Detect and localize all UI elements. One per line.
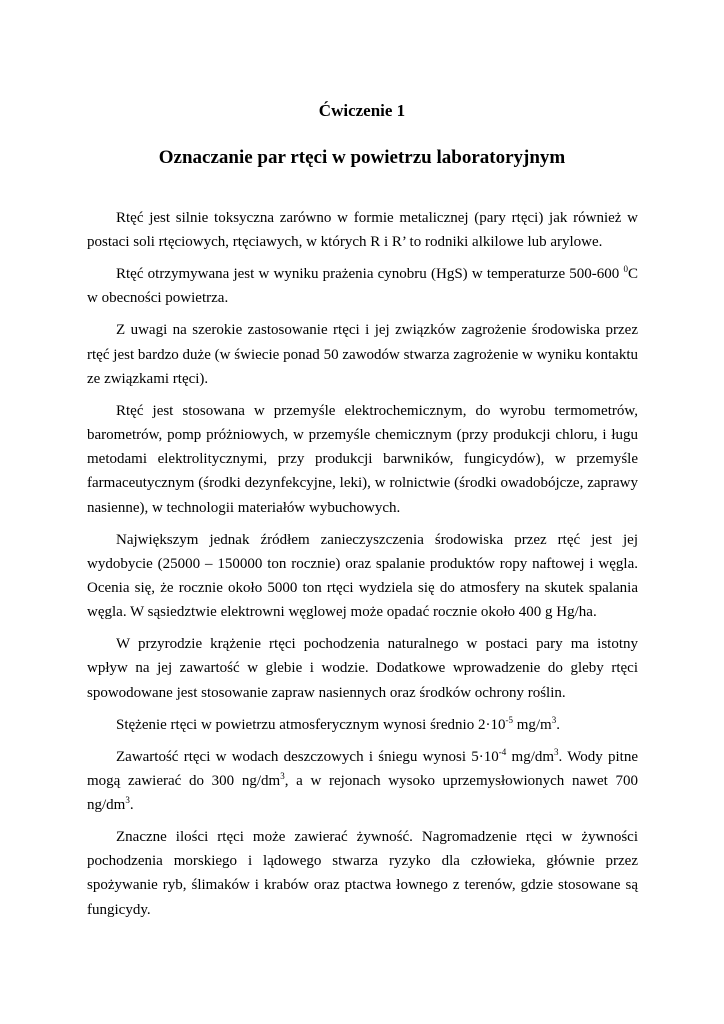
superscript: 3 — [280, 770, 285, 781]
paragraph-food-accumulation: Znaczne ilości rtęci może zawierać żywność. Nagromadzenie rtęci w żywności pochodzenia morskiego i lądowego stwarza ryzyko dla człowieka, głównie przez spożywanie ryb, ślimaków i krabów oraz ptactwa łownego z terenów, gdzie stosowane są fungicydy. — [87, 829, 638, 918]
superscript: 3 — [554, 746, 559, 757]
paragraph-air-concentration — [87, 713, 638, 737]
superscript: 3 — [125, 795, 130, 806]
paragraph-natural-cycle: W przyrodzie krążenie rtęci pochodzenia naturalnego w postaci pary ma istotny wpływ na jej zawartość w glebie i wodzie. Dodatkowe wprowadzenie do gleby rtęci spowodowane jest stosowanie zapraw nasiennych oraz środków ochrony roślin. — [87, 636, 638, 701]
document-title: Oznaczanie par rtęci w powietrzu laboratoryjnym — [158, 147, 566, 168]
paragraph-text: Stężenie rtęci w powietrzu atmosferycznym wynosi średnio 2·10 — [116, 716, 506, 733]
paragraph-text: . — [129, 797, 134, 814]
paragraph-text: . Wody pitne mogą zawierać do 300 ng/dm — [87, 748, 638, 789]
exercise-label: Ćwiczenie 1 — [318, 101, 406, 120]
paragraph-text: , a w rejonach wysoko uprzemysłowionych nawet 700 ng/dm — [87, 772, 638, 814]
paragraph-text: mg/m — [512, 716, 552, 733]
paragraph-mercury-uses: Rtęć jest stosowana w przemyśle elektrochemicznym, do wyrobu termometrów, barometrów, pomp próżniowych, w przemyśle chemicznym (przy produkcji chloru, i ługu metodami elektrolitycznymi, przy produkcji barwników, fungicydów), w przemyśle farmaceutycznym (środki dezynfekcyjne, leki), w rolnictwie (środki owadobójcze, zaprawy nasienne), w technologii materiałów wybuchowych. — [87, 402, 638, 516]
paragraph-text: Zawartość rtęci w wodach deszczowych i śniegu wynosi 5·10 — [116, 748, 499, 765]
paragraph-text: mg/dm — [506, 748, 555, 765]
superscript: -4 — [498, 746, 507, 757]
paragraph-mercury-toxicity: Rtęć jest silnie toksyczna zarówno w formie metalicznej (pary rtęci) jak również w postaci soli rtęciowych, rtęciawych, w których R i R’ to rodniki alkilowe lub arylowe. — [87, 210, 638, 251]
paragraph-text: Rtęć otrzymywana jest w wyniku prażenia cynobru (HgS) w temperaturze 500-600 — [116, 266, 624, 283]
document-body — [87, 206, 638, 930]
paragraph-water-content — [87, 745, 638, 818]
paragraph-pollution-sources: Największym jednak źródłem zanieczyszczenia środowiska przez rtęć jest jej wydobycie (25000 – 150000 ton rocznie) oraz spalanie produktów ropy naftowej i węgla. Ocenia się, że rocznie około 5000 ton rtęci wydziela się do atmosfery na skutek spalania węgla. W sąsiedztwie elektrowni węglowej może opadać rocznie około 400 g Hg/ha. — [87, 531, 638, 621]
paragraph-text: . — [556, 716, 560, 733]
superscript: -5 — [505, 714, 513, 725]
paragraph-text: C w obecności powietrza. — [87, 266, 638, 307]
superscript: 3 — [551, 714, 557, 725]
paragraph-environmental-threat: Z uwagi na szerokie zastosowanie rtęci i jej związków zagrożenie środowiska przez rtęć jest bardzo duże (w świecie ponad 50 zawodów stwarza zagrożenie w wyniku kontaktu ze związkami rtęci). — [87, 322, 638, 387]
paragraph-mercury-production — [87, 262, 638, 310]
superscript: 0 — [623, 264, 628, 275]
